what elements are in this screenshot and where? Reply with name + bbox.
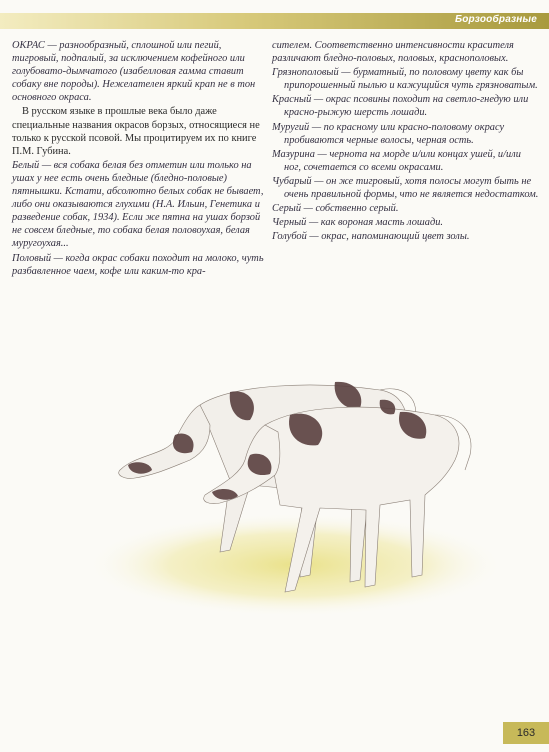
right-text-column [272, 39, 540, 244]
paragraph-white: Белый — вся собака белая без отметин или только на ушах у нее есть очень бледные (бледно-половые) пятнышки. Кстати, абсолютно белых собак не бывает, либо они оказываются глухими (Н.А. Ильин, Генетика и разведение собак, 1934). Если же пятна на ушах борзой не совсем бледные, то собака белая половоухая, белая муругоухая... [12, 159, 264, 250]
paragraph-krasnyi: Красный — окрас псовины походит на светло-гнедую или красно-рыжую шерсть лошади. [272, 94, 529, 119]
paragraph-mazurina: Мазурина — чернота на морде и/или концах ушей, и/или ног, сочетается со всеми окрасами. [272, 148, 521, 173]
section-title: Борзообразные [454, 14, 537, 25]
page-number: 163 [503, 722, 549, 744]
paragraph-goluboi: Голубой — окрас, напоминающий цвет золы. [272, 231, 470, 243]
paragraph-murugii: Муругий — по красному или красно-половому окрасу пробиваются черные волосы, черная ость. [272, 121, 505, 146]
paragraph-polovyi-cont: сителем. Соответственно интенсивности красителя различают бледно-половых, половых, краснополовых. [272, 40, 514, 65]
paragraph-seryi: Серый — собственно серый. [272, 203, 399, 215]
paragraph-gryaznopolovyi: Грязнополовый — бурматный, по половому цвету как бы припорошенный пылью и кажущийся чуть грязноватым. [272, 67, 538, 92]
paragraph-polovyi: Половый — когда окрас собаки походит на молоко, чуть разбавленное чаем, кофе или каким-то кра- [12, 252, 264, 277]
borzoi-pair-illustration [80, 360, 500, 625]
left-text-column [12, 39, 264, 279]
paragraph-okras: ОКРАС — разнообразный, сплошной или пегий, тигровый, подпалый, за исключением кофейного или голубовато-дымчатого (изабелловая гамма ставит собаку вне породы). Нежелателен яркий крап не в тон основного окраса. [12, 40, 256, 104]
paragraph-chubaryi: Чубарый — он же тигровый, хотя полосы могут быть не очень правильной формы, что не является недостатком. [272, 175, 539, 201]
paragraph-intro: В русском языке в прошлые века было даже специальные названия окрасов борзых, относящиеся не только к русской псовой. Мы процитируем их по книге П.М. Губина. [12, 106, 260, 157]
paragraph-chernyi: Черный — как вороная масть лошади. [272, 217, 443, 229]
